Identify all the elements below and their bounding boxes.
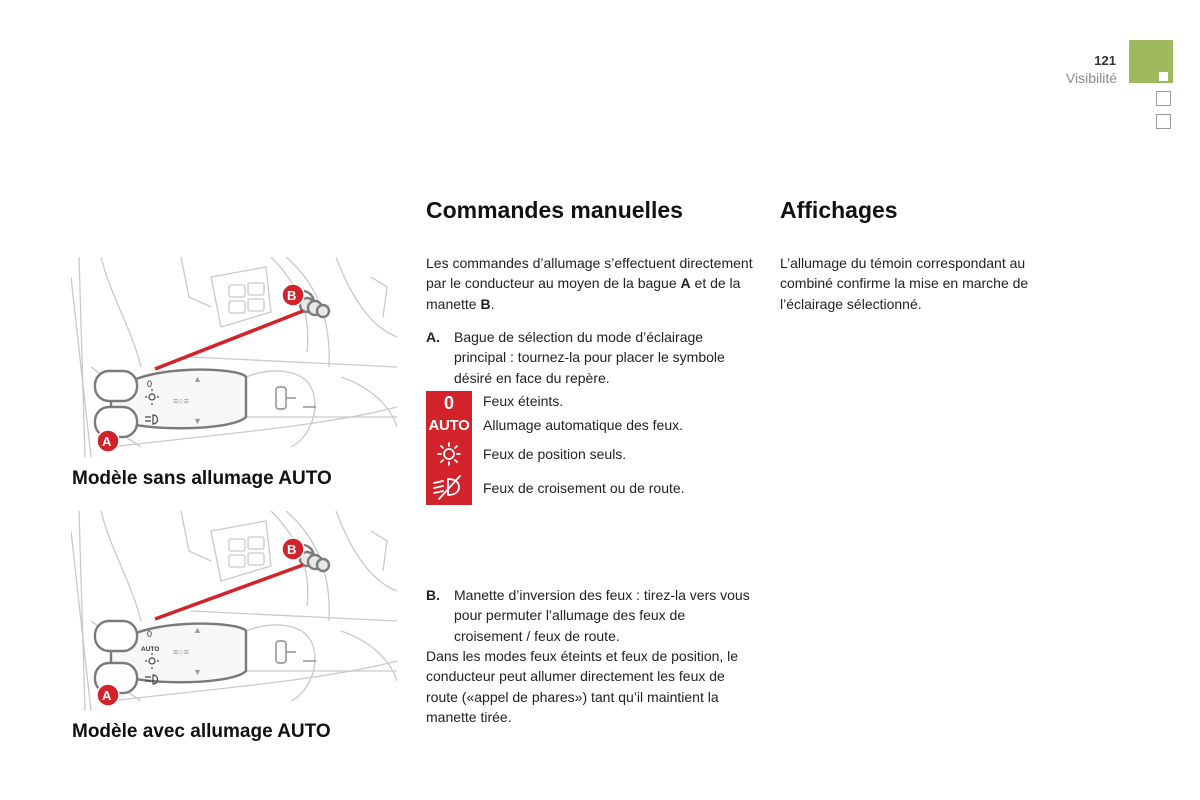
symbol-label-auto: Allumage automatique des feux. (483, 417, 684, 433)
callout-b: B (287, 542, 297, 557)
figure-caption-with-auto: Modèle avec allumage AUTO (72, 721, 331, 742)
position-lamp-icon (426, 439, 472, 469)
svg-text:▲: ▲ (193, 625, 202, 635)
callout-a: A (102, 688, 112, 703)
svg-text:▼: ▼ (193, 667, 202, 677)
display-text: L’allumage du témoin correspondant au combiné confirme la mise en marche de l’éclairage sélectionné. (780, 255, 1029, 312)
svg-text:▼: ▼ (193, 416, 202, 426)
stalk-mark-auto: AUTO (141, 646, 160, 653)
stalk-mark-off: 0 (147, 629, 153, 639)
stalk-diagram-2 (71, 511, 397, 711)
manual-closing: Dans les modes feux éteints et feux de position, le conducteur peut allumer directement les feux de route («appel de phares») tant qu’il maintient la manette tirée. (426, 648, 739, 725)
svg-text:≡○≡: ≡○≡ (173, 647, 189, 657)
callout-a: A (102, 434, 112, 449)
section-nav-box-2[interactable] (1156, 114, 1171, 129)
display-heading: Affichages (780, 197, 898, 223)
figure-caption-without-auto: Modèle sans allumage AUTO (72, 468, 332, 489)
stalk-mark-off: 0 (147, 379, 153, 389)
figure-with-auto (71, 511, 397, 711)
off-symbol: 0 (443, 392, 454, 413)
section-title: Visibilité (1065, 70, 1117, 86)
symbol-label-beam: Feux de croisement ou de route. (483, 480, 685, 496)
symbol-label-off: Feux éteints. (483, 393, 564, 409)
lighting-symbols-strip (426, 391, 472, 505)
active-marker-icon (1159, 72, 1168, 81)
section-tab[interactable] (1129, 40, 1173, 83)
stalk-diagram-1 (71, 257, 397, 457)
item-b: B. Manette d’inversion des feux : tirez-la vers vous pour permuter l’allumage des feux de croisement / feux de route. (426, 587, 750, 644)
low-high-beam-icon (426, 471, 472, 503)
item-a: A. Bague de sélection du mode d’éclairage principal : tournez-la pour placer le symbole désiré en face du repère. (426, 329, 725, 386)
auto-symbol: AUTO (428, 416, 470, 434)
symbol-label-position: Feux de position seuls. (483, 446, 627, 462)
page-number: 121 (1094, 53, 1116, 68)
manual-intro: Les commandes d’allumage s’effectuent directement par le conducteur au moyen de la bague A et de la manette B. (426, 255, 753, 312)
svg-text:≡○≡: ≡○≡ (173, 396, 189, 406)
svg-text:▲: ▲ (193, 374, 202, 384)
figure-without-auto (71, 257, 397, 457)
section-nav-box-1[interactable] (1156, 91, 1171, 106)
manual-controls-heading: Commandes manuelles (426, 197, 683, 223)
callout-b: B (287, 288, 297, 303)
